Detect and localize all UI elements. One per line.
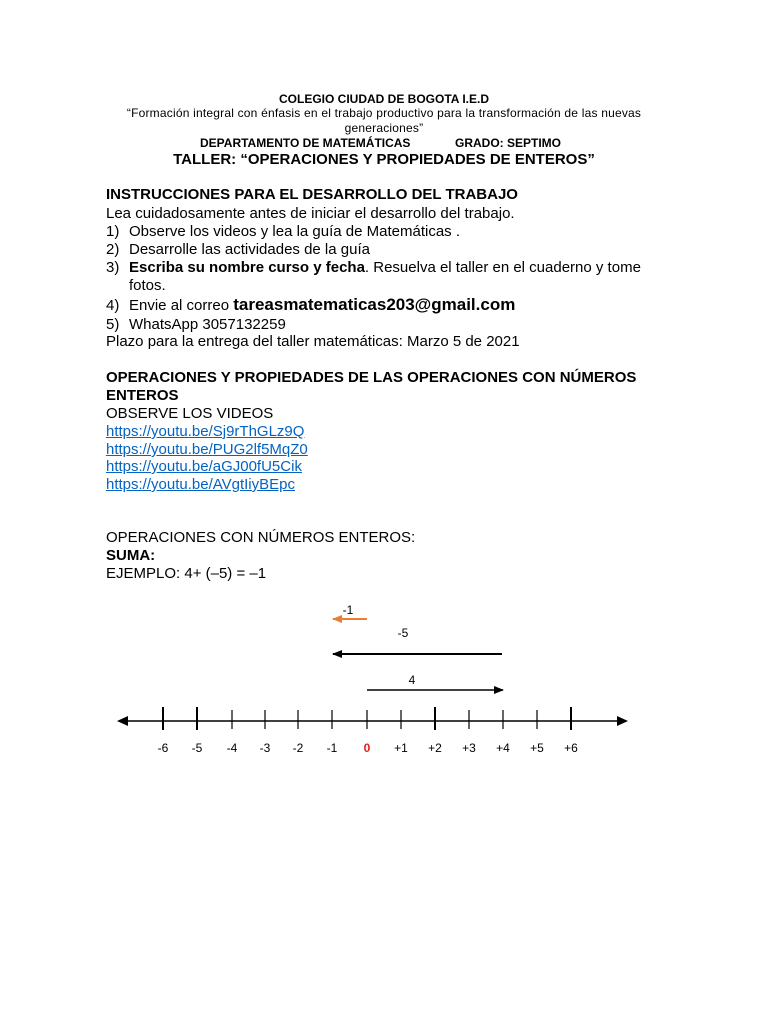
instructions-heading: INSTRUCCIONES PARA EL DESARROLLO DEL TRABAJO xyxy=(106,186,518,203)
item-number: 4) xyxy=(106,297,120,314)
tick-label: -5 xyxy=(191,741,203,755)
observe-videos-label: OBSERVE LOS VIDEOS xyxy=(106,405,274,422)
video-link-2[interactable]: https://youtu.be/PUG2lf5MqZ0 xyxy=(106,441,308,458)
item-text: Envie al correo xyxy=(129,297,234,314)
tick-label: -3 xyxy=(259,741,271,755)
item-number: 5) xyxy=(106,316,120,333)
instructions-intro: Lea cuidadosamente antes de iniciar el desarrollo del trabajo. xyxy=(106,205,515,222)
deadline-text: Plazo para la entrega del taller matemáticas: Marzo 5 de 2021 xyxy=(106,333,520,350)
suma-label: SUMA: xyxy=(106,547,156,564)
result-arrow-label: -1 xyxy=(342,603,354,617)
axis-right-arrowhead xyxy=(617,716,628,726)
video-link-3[interactable]: https://youtu.be/aGJ00fU5Cik xyxy=(106,458,302,475)
item-text: WhatsApp 3057132259 xyxy=(129,316,286,333)
axis-left-arrowhead xyxy=(117,716,128,726)
tick-label: +3 xyxy=(462,741,476,755)
instruction-item-3-continuation: fotos. xyxy=(129,277,166,294)
tick-label: +1 xyxy=(394,741,408,755)
tick-label: -4 xyxy=(226,741,238,755)
instruction-item-5 xyxy=(106,316,286,333)
instruction-item-3 xyxy=(106,259,641,276)
email-address: tareasmatematicas203@gmail.com xyxy=(233,295,516,314)
operations-heading-line-2: ENTEROS xyxy=(106,387,179,404)
item-text-bold: Escriba su nombre curso y fecha xyxy=(129,259,365,276)
school-name: COLEGIO CIUDAD DE BOGOTA I.E.D xyxy=(278,92,489,106)
tick-label: +6 xyxy=(564,741,578,755)
minus-five-arrow-label: -5 xyxy=(397,626,409,640)
tick-label: -2 xyxy=(292,741,304,755)
item-number: 3) xyxy=(106,259,120,276)
item-text: Desarrolle las actividades de la guía xyxy=(129,241,370,258)
operations-heading-line-1: OPERACIONES Y PROPIEDADES DE LAS OPERACIONES CON NÚMEROS xyxy=(106,369,637,386)
instruction-item-1 xyxy=(106,223,460,240)
number-line-ticks xyxy=(158,707,579,755)
operations-integers-title: OPERACIONES CON NÚMEROS ENTEROS: xyxy=(106,529,416,546)
number-line-diagram xyxy=(0,595,768,770)
tick-label: +2 xyxy=(428,741,442,755)
school-motto: “Formación integral con énfasis en el trabajo productivo para la transformación de las nuevas generaciones” xyxy=(126,106,642,135)
video-link-1[interactable]: https://youtu.be/Sj9rThGLz9Q xyxy=(106,423,305,440)
video-link-4[interactable]: https://youtu.be/AVgtIiyBEpc xyxy=(106,476,295,493)
item-number: 2) xyxy=(106,241,120,258)
tick-label: -1 xyxy=(326,741,338,755)
grade-label: GRADO: SEPTIMO xyxy=(455,136,562,150)
tick-label: +5 xyxy=(530,741,544,755)
tick-label: +4 xyxy=(496,741,510,755)
item-number: 1) xyxy=(106,223,120,240)
department-label: DEPARTAMENTO DE MATEMÁTICAS xyxy=(200,136,411,150)
suma-example: EJEMPLO: 4+ (–5) = –1 xyxy=(106,565,267,582)
instruction-item-2 xyxy=(106,241,370,258)
item-text: Observe los videos y lea la guía de Matemáticas . xyxy=(129,223,460,240)
instruction-item-4 xyxy=(106,295,515,315)
taller-title: TALLER: “OPERACIONES Y PROPIEDADES DE ENTEROS” xyxy=(173,151,595,168)
four-arrow-label: 4 xyxy=(408,673,416,687)
tick-label: 0 xyxy=(363,741,371,755)
tick-label: -6 xyxy=(157,741,169,755)
item-text: . Resuelva el taller en el cuaderno y tome xyxy=(364,259,641,276)
